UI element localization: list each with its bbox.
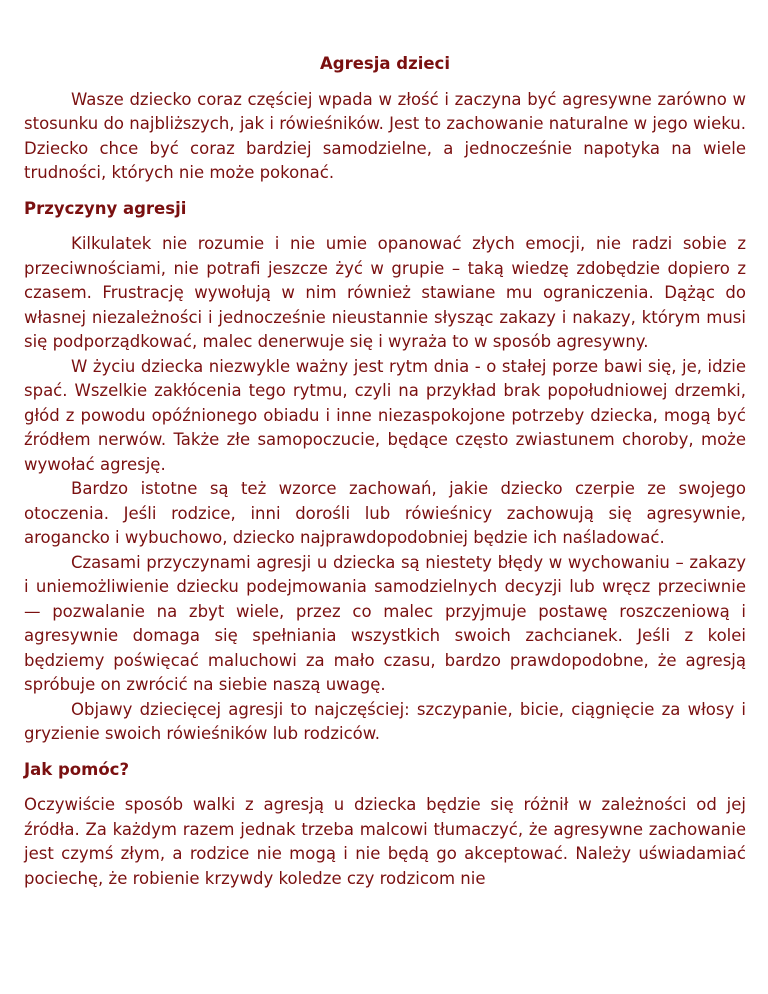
causes-paragraph-2: W życiu dziecka niezwykle ważny jest rytm dnia - o stałej porze bawi się, je, idzie spać. Wszelkie zakłócenia tego rytmu, czyli na przykład brak popołudniowej drzemki, głód z powodu opóźnionego obiadu i inne niezaspokojone potrzeby dziecka, mogą być źródłem nerwów. Także złe samopoczucie, będące często zwiastunem choroby, może wywołać agresję. xyxy=(24,356,746,474)
document-title: Agresja dzieci xyxy=(320,54,450,73)
help-paragraph-1: Oczywiście sposób walki z agresją u dziecka będzie się różnił w zależności od jej źródła. Za każdym razem jednak trzeba malcowi tłumaczyć, że agresywne zachowanie jest czymś złym, a rodzice nie mogą i nie będą go akceptować. Należy uświadamiać pociechę, że robienie krzywdy koledze czy rodzicom nie xyxy=(24,795,746,888)
causes-paragraph-4: Czasami przyczynami agresji u dziecka są niestety błędy w wychowaniu – zakazy i uniemożliwienie dziecku podejmowania samodzielnych decyzji lub wręcz przeciwnie — pozwalanie na zbyt wiele, przez co malec przyjmuje postawę roszczeniową i agresywnie domaga się spełniania wszystkich swoich zachcianek. Jeśli z kolei będziemy poświęcać maluchowi za mało czasu, bardzo prawdopodobne, że agresją spróbuje on zwrócić na siebie naszą uwagę. xyxy=(24,552,746,694)
causes-paragraph-3: Bardzo istotne są też wzorce zachowań, jakie dziecko czerpie ze swojego otoczenia. Jeśli rodzice, inni dorośli lub rówieśnicy zachowują się agresywnie, arogancko i wybuchowo, dziecko najprawdopodobniej będzie ich naśladować. xyxy=(24,479,746,547)
causes-paragraph-1: Kilkulatek nie rozumie i nie umie opanować złych emocji, nie radzi sobie z przeciwnościami, nie potrafi jeszcze żyć w grupie – taką wiedzę zdobędzie dopiero z czasem. Frustrację wywołują w nim również stawiane mu ograniczenia. Dążąc do własnej niezależności i jednocześnie nieustannie słysząc zakazy i nakazy, którym musi się podporządkować, malec denerwuje się i wyraża to w sposób agresywny. xyxy=(24,234,746,351)
section-heading-causes: Przyczyny agresji xyxy=(24,198,187,218)
section-heading-help: Jak pomóc? xyxy=(24,759,130,779)
intro-paragraph: Wasze dziecko coraz częściej wpada w złość i zaczyna być agresywne zarówno w stosunku do najbliższych, jak i rówieśników. Jest to zachowanie naturalne w jego wieku. Dziecko chce być coraz bardziej samodzielne, a jednocześnie napotyka na wiele trudności, których nie może pokonać. xyxy=(24,89,746,182)
causes-paragraph-5: Objawy dziecięcej agresji to najczęściej: szczypanie, bicie, ciągnięcie za włosy i gryzienie swoich rówieśników lub rodziców. xyxy=(24,699,746,743)
